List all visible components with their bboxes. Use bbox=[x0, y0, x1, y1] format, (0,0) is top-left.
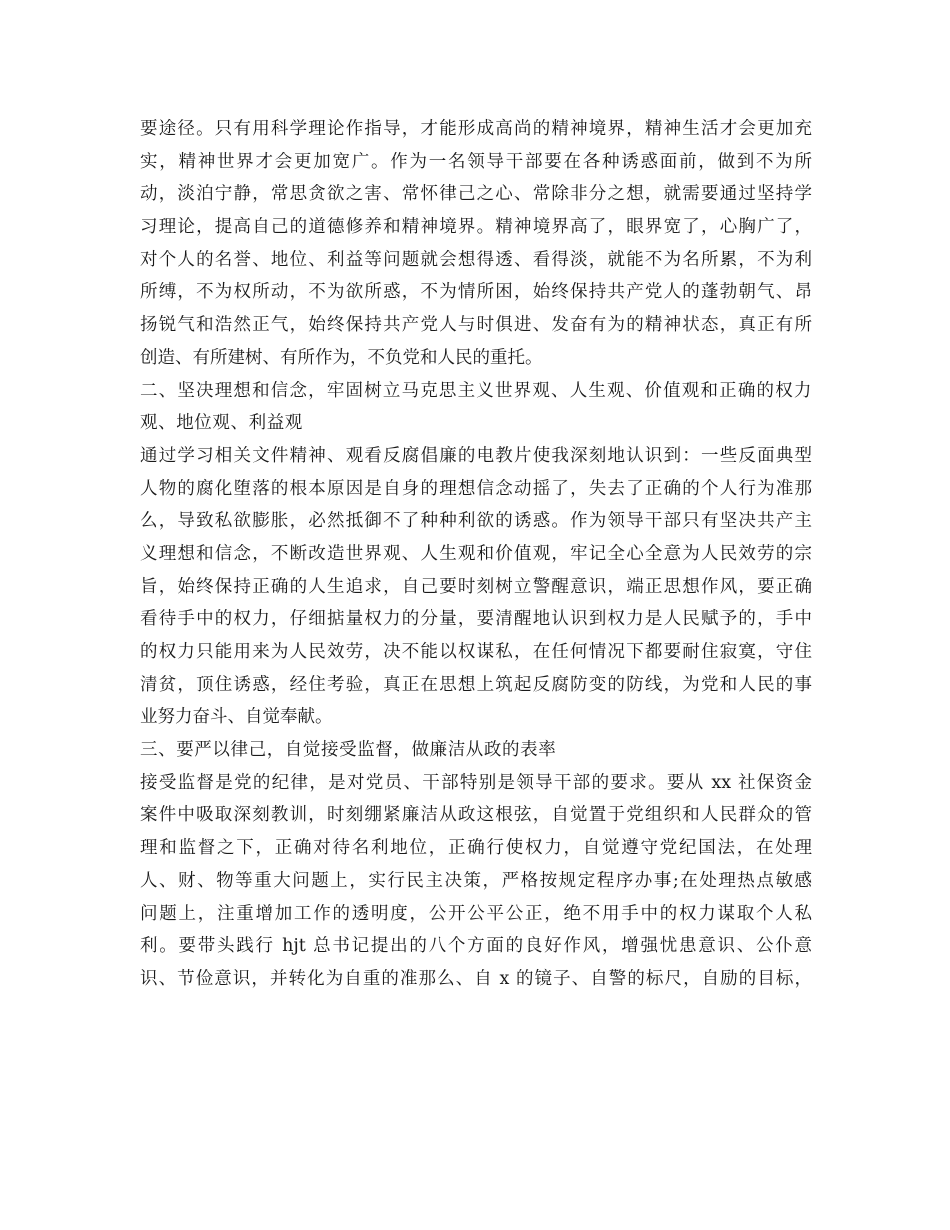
document-body bbox=[140, 113, 812, 996]
text-line: 识、节俭意识，并转化为自重的准那么、自 x 的镜子、自警的标尺，自励的目标， bbox=[140, 968, 812, 989]
paragraph-2 bbox=[140, 440, 812, 734]
text-line: 人、财、物等重大问题上，实行民主决策，严格按规定程序办事;在处理热点敏感 bbox=[140, 870, 812, 891]
text-line: 利。要带头践行 hjt 总书记提出的八个方面的良好作风，增强忧患意识、公仆意 bbox=[140, 936, 812, 957]
text-line: 义理想和信念，不断改造世界观、人生观和价值观，牢记全心全意为人民效劳的宗 bbox=[140, 543, 812, 564]
text-line: 的权力只能用来为人民效劳，决不能以权谋私，在任何情况下都要耐住寂寞，守住 bbox=[140, 642, 812, 662]
text-line: 接受监督是党的纪律，是对党员、干部特别是领导干部的要求。要从 xx 社保资金 bbox=[140, 772, 812, 793]
text-line: 对个人的名誉、地位、利益等问题就会想得透、看得淡，就能不为名所累，不为利 bbox=[140, 249, 812, 270]
text-line: 看待手中的权力，仔细掂量权力的分量，要清醒地认识到权力是人民赋予的，手中 bbox=[140, 609, 812, 630]
text-line: 理和监督之下，正确对待名利地位，正确行使权力，自觉遵守党纪国法，在处理 bbox=[140, 838, 812, 859]
heading-line: 二、坚决理想和信念，牢固树立马克思主义世界观、人生观、价值观和正确的权力 bbox=[140, 380, 812, 401]
text-line: 人物的腐化堕落的根本原因是自身的理想信念动摇了，失去了正确的个人行为准那 bbox=[140, 478, 812, 499]
text-line: 动，淡泊宁静，常思贪欲之害、常怀律己之心、常除非分之想，就需要通过坚持学 bbox=[140, 184, 812, 205]
text-line: 要途径。只有用科学理论作指导，才能形成高尚的精神境界，精神生活才会更加充 bbox=[140, 119, 812, 139]
text-line: 案件中吸取深刻教训，时刻绷紧廉洁从政这根弦，自觉置于党组织和人民群众的管 bbox=[140, 805, 812, 826]
text-line: 业努力奋斗、自觉奉献。 bbox=[140, 707, 333, 728]
section-heading-3 bbox=[140, 734, 812, 767]
text-line: 清贫，顶住诱惑，经住考验，真正在思想上筑起反腐防变的防线，为党和人民的事 bbox=[140, 674, 812, 695]
text-line: 实，精神世界才会更加宽广。作为一名领导干部要在各种诱惑面前，做到不为所 bbox=[140, 151, 812, 172]
text-line: 创造、有所建树、有所作为，不负党和人民的重托。 bbox=[140, 347, 543, 368]
heading-line: 三、要严以律己，自觉接受监督，做廉洁从政的表率 bbox=[140, 740, 557, 761]
paragraph-1 bbox=[140, 113, 812, 375]
section-heading-2 bbox=[140, 375, 812, 440]
text-line: 习理论，提高自己的道德修养和精神境界。精神境界高了，眼界宽了，心胸广了， bbox=[140, 217, 812, 238]
text-line: 么，导致私欲膨胀，必然抵御不了种种利欲的诱惑。作为领导干部只有坚决共产主 bbox=[140, 511, 812, 532]
text-line: 问题上，注重增加工作的透明度，公开公平公正，绝不用手中的权力谋取个人私 bbox=[140, 903, 812, 924]
paragraph-3 bbox=[140, 767, 812, 996]
text-line: 通过学习相关文件精神、观看反腐倡廉的电教片使我深刻地认识到：一些反面典型 bbox=[140, 445, 812, 466]
text-line: 所缚，不为权所动，不为欲所惑，不为情所困，始终保持共产党人的蓬勃朝气、昂 bbox=[140, 282, 812, 303]
heading-line: 观、地位观、利益观 bbox=[140, 413, 303, 434]
text-line: 扬锐气和浩然正气，始终保持共产党人与时俱进、发奋有为的精神状态，真正有所 bbox=[140, 315, 812, 336]
text-line: 旨，始终保持正确的人生追求，自己要时刻树立警醒意识，端正思想作风，要正确 bbox=[140, 576, 812, 597]
